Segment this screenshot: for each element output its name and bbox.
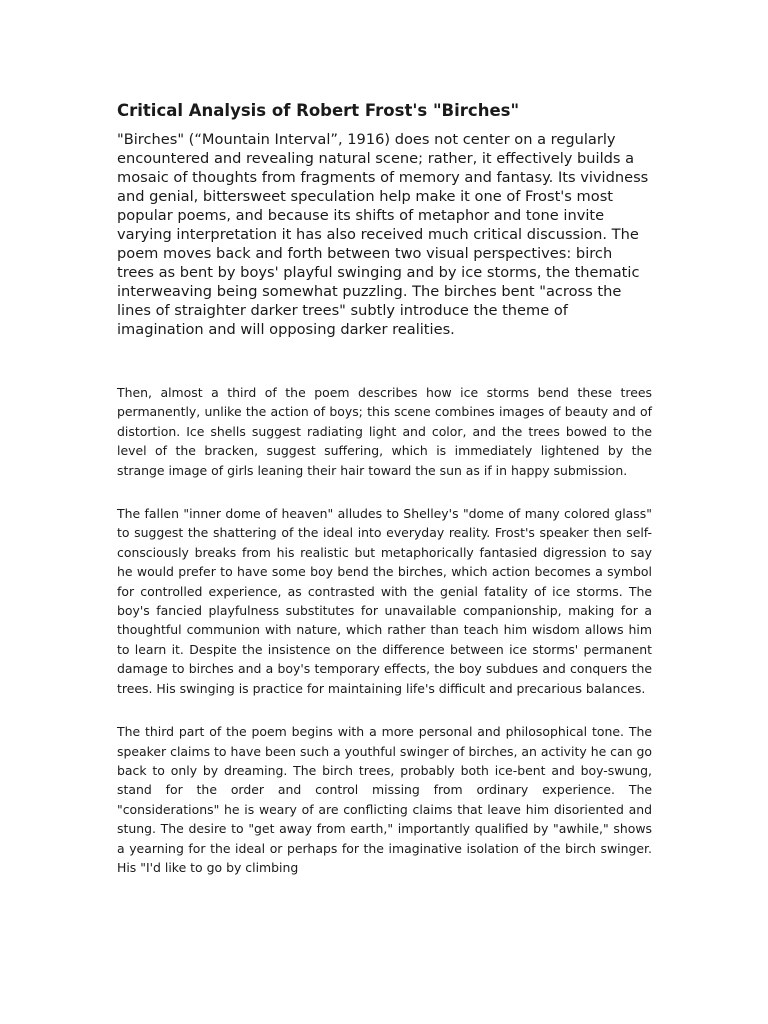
body-paragraph-1: Then, almost a third of the poem describes how ice storms bend these trees permanently, unlike the action of boys; this scene combines images of beauty and of distortion. Ice shells suggest radiating light and color, and the trees bowed to the level of the bracken, suggest suffering, which is immediately lightened by the strange image of girls leaning their hair toward the sun as if in happy submission. xyxy=(117,385,652,478)
body-paragraph-3: The third part of the poem begins with a more personal and philosophical tone. The speaker claims to have been such a youthful swinger of birches, an activity he can go back to only by dreaming. The birch trees, probably both ice-bent and boy-swung, stand for the order and control missing from ordinary experience. The "considerations" he is weary of are conflicting claims that leave him disoriented and stung. The desire to "get away from earth," importantly qualified by "awhile," shows a yearning for the ideal or perhaps for the imaginative isolation of the birch swinger. His "I'd like to go by climbing xyxy=(117,724,652,875)
body-paragraph-2: The fallen "inner dome of heaven" alludes to Shelley's "dome of many colored glass" to suggest the shattering of the ideal into everyday reality. Frost's speaker then self-consciously breaks from his realistic but metaphorically fantasied digression to say he would prefer to have some boy bend the birches, which action becomes a symbol for controlled experience, as contrasted with the genial fatality of ice storms. The boy's fancied playfulness substitutes for unavailable companionship, making for a thoughtful communion with nature, which rather than teach him wisdom allows him to learn it. Despite the insistence on the difference between ice storms' permanent damage to birches and a boy's temporary effects, the boy subdues and conquers the trees. His swinging is practice for maintaining life's difficult and precarious balances. xyxy=(117,506,652,696)
intro-paragraph: "Birches" (“Mountain Interval”, 1916) does not center on a regularly encountered and revealing natural scene; rather, it effectively builds a mosaic of thoughts from fragments of memory and fantasy. Its vividness and genial, bittersweet speculation help make it one of Frost's most popular poems, and because its shifts of metaphor and tone invite varying interpretation it has also received much critical discussion. The poem moves back and forth between two visual perspectives: birch trees as bent by boys' playful swinging and by ice storms, the thematic interweaving being somewhat puzzling. The birches bent "across the lines of straighter darker trees" subtly introduce the theme of imagination and will opposing darker realities. xyxy=(117,131,649,338)
document-title: Critical Analysis of Robert Frost's "Birches" xyxy=(117,101,520,120)
document-page xyxy=(117,100,652,877)
